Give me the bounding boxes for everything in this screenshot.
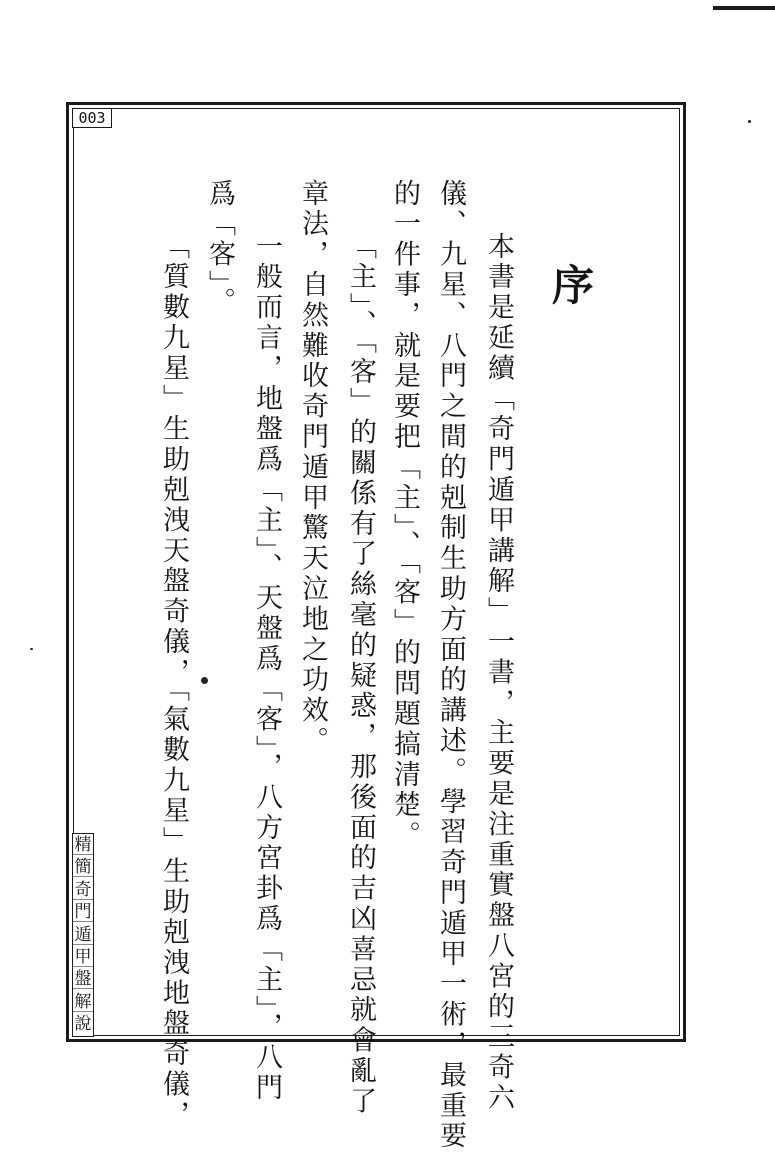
text-column-5: 章法，自然難收奇門遁甲驚天泣地之功效。	[297, 179, 328, 757]
spine-char: 盤	[74, 969, 92, 990]
spine-char: 遁	[74, 924, 92, 945]
spine-char: 解	[74, 991, 92, 1012]
text-column-2: 儀、九星、八門之間的剋制生助方面的講述。學習奇門遁甲一術，最重要	[435, 179, 466, 1152]
page-title: 序	[551, 261, 594, 310]
text-column-3: 的一件事，就是要把「主」、「客」的問題搞清楚。	[389, 179, 420, 852]
text-column-4: 「主」、「客」的關係有了絲毫的疑惑，那後面的吉凶喜忌就會亂了	[345, 232, 376, 1117]
corner-mark	[713, 6, 775, 10]
text-column-7: 爲「客」。	[204, 179, 235, 318]
spine-char: 奇	[74, 879, 92, 900]
spine-char: 門	[74, 902, 92, 923]
spine-char: 精	[74, 835, 92, 855]
ink-speck	[201, 677, 208, 684]
text-column-6: 一般而言，地盤爲「主」、天盤爲「客」，八方宮卦爲「主」，八門	[251, 232, 282, 1104]
page-number: 003	[72, 108, 112, 128]
spine-char: 說	[74, 1014, 92, 1034]
spine-char: 簡	[74, 857, 92, 878]
spine-char: 甲	[74, 946, 92, 967]
text-column-1: 本書是延續「奇門遁甲講解」一書，主要是注重實盤八宮的三奇六	[483, 232, 514, 1114]
ink-speck	[30, 648, 33, 650]
text-column-8: 「質數九星」生助剋洩天盤奇儀，「氣數九星」生助剋洩地盤奇儀，	[158, 232, 189, 1131]
ink-speck	[748, 120, 751, 123]
spine-title-box	[72, 833, 94, 1037]
